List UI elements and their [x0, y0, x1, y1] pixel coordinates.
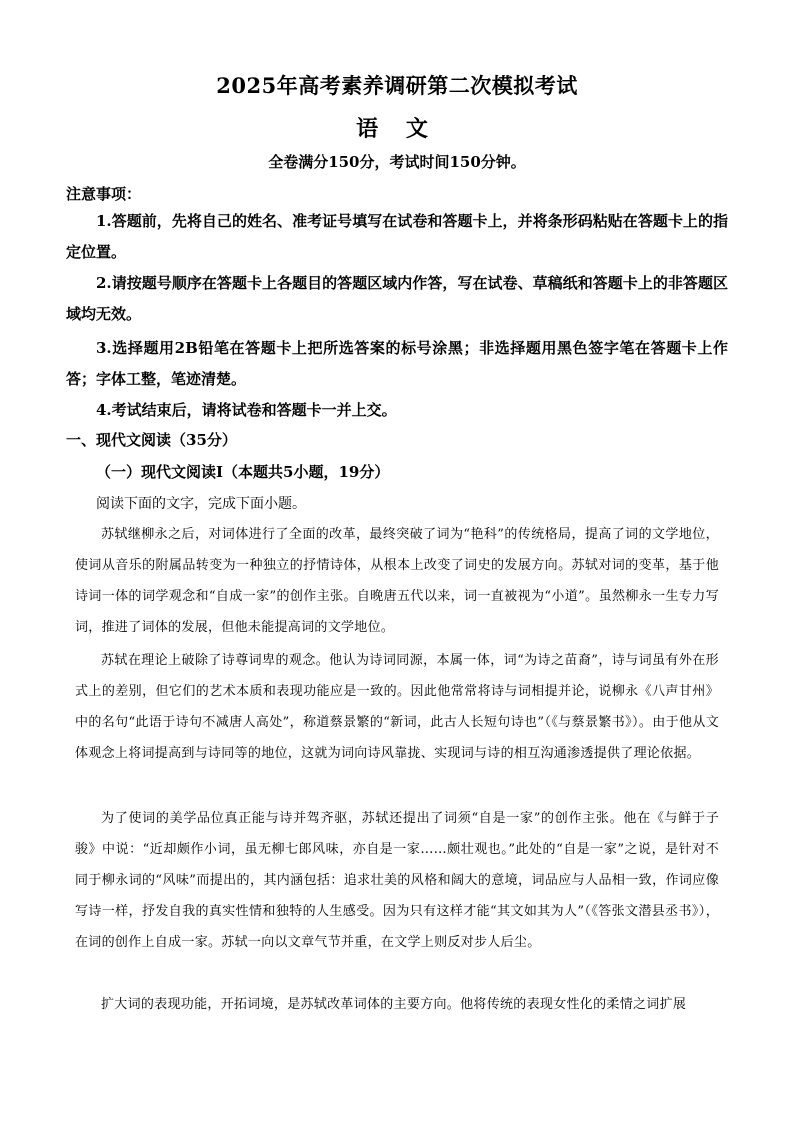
- subsection-heading: （一）现代文阅读Ⅰ（本题共5小题，19分）: [96, 463, 390, 481]
- score-info: 全卷满分150分，考试时间150分钟。: [268, 153, 526, 171]
- passage-paragraph-4: 扩大词的表现功能，开拓词境，是苏轼改革词体的主要方向。他将传统的表现女性化的柔情之词扩展: [101, 997, 687, 1012]
- passage-paragraph-1: 苏轼继柳永之后，对词体进行了全面的改革，最终突破了词为“艳科”的传统格局，提高了词的文学地位，使词从音乐的附属品转变为一种独立的抒情诗体，从根本上改变了词史的发展方向。苏轼对词的变革，基于他诗词一体的词学观念和“自成一家”的创作主张。自晚唐五代以来，词一直被视为“小道”。虽然柳永一生专力写词，推进了词体的发展，但他未能提高词的文学地位。: [75, 527, 719, 635]
- exam-title: 2025年高考素养调研第二次模拟考试: [216, 73, 578, 98]
- section-heading: 一、现代文阅读（35分）: [66, 431, 237, 449]
- subject-title: 语 文: [356, 116, 438, 142]
- notice-item-2: 2.请按题号顺序在答题卡上各题目的答题区域内作答，写在试卷、草稿纸和答题卡上的非答题区域均无效。: [66, 274, 728, 323]
- passage-paragraph-2: 苏轼在理论上破除了诗尊词卑的观念。他认为诗词同源，本属一体，词“为诗之苗裔”，诗与词虽有外在形式上的差别，但它们的艺术本质和表现功能应是一致的。因此他常常将诗与词相提并论，说柳永《八声甘州》中的名句“此语于诗句不减唐人高处”，称道蔡景繁的“新词，此古人长短句诗也”（《与蔡景繁书》）。由于他从文体观念上将词提高到与诗同等的地位，这就为词向诗风靠拢、实现词与诗的相互沟通渗透提供了理论依据。: [75, 653, 719, 761]
- notice-heading: 注意事项：: [66, 185, 142, 203]
- passage-paragraph-3: 为了使词的美学品位真正能与诗并驾齐驱，苏轼还提出了词须“自是一家”的创作主张。他在《与鲜于子骏》中说：“近却颇作小词，虽无柳七郎风味，亦自是一家……颇壮观也。”此处的“自是一家”之说，是针对不同于柳永词的“风味”而提出的，其内涵包括：追求壮美的风格和阔大的意境，词品应与人品相一致，作词应像写诗一样，抒发自我的真实性情和独特的人生感受。因为只有这样才能“其文如其为人”（《答张文潜县丞书》），在词的创作上自成一家。苏轼一向以文章气节并重，在文学上则反对步人后尘。: [75, 811, 719, 950]
- notice-item-1: 1.答题前，先将自己的姓名、准考证号填写在试卷和答题卡上，并将条形码粘贴在答题卡上的指定位置。: [66, 212, 728, 261]
- reading-instruction: 阅读下面的文字，完成下面小题。: [96, 496, 306, 512]
- notice-item-3: 3.选择题用2B铅笔在答题卡上把所选答案的标号涂黑；非选择题用黑色签字笔在答题卡上作答；字体工整，笔迹清楚。: [66, 339, 728, 388]
- notice-item-4: 4.考试结束后，请将试卷和答题卡一并上交。: [96, 401, 397, 419]
